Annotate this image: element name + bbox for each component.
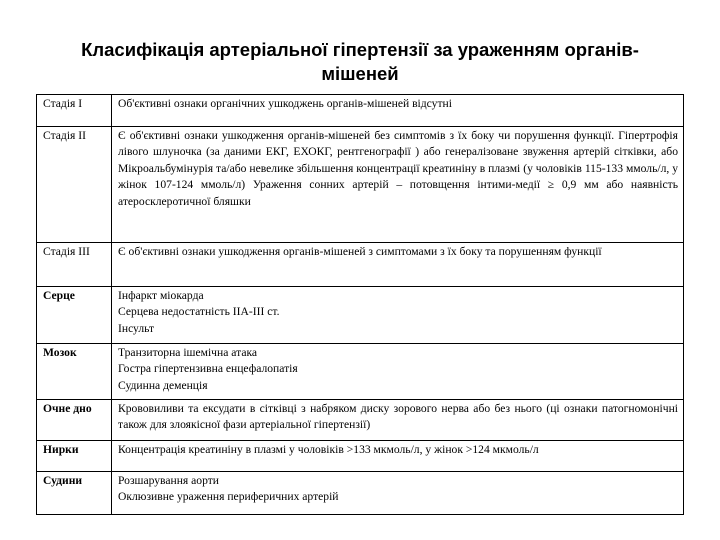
row-label: Очне дно	[37, 400, 112, 441]
table-row	[37, 472, 684, 515]
row-description	[112, 127, 684, 243]
row-description	[112, 243, 684, 287]
description-line: Є об'єктивні ознаки ушкодження органів-мішеней без симптомів з їх боку чи порушення функції. Гіпертрофія лівого шлуночка (за даними ЕКГ, ЕХОКГ, рентгенографії ) або генералізоване звуження артерій сітківки, або Мікроальбумінурія та/або невелике збільшення концентрації креатиніну в плазмі (у чоловіків 115-133 ммоль/л, у жінок 107-124 ммоль/л) Ураження сонних артерій – потовщення інтими-медії ≥ 0,9 мм або наявність атеросклеротичної бляшки	[118, 129, 678, 208]
row-description	[112, 400, 684, 441]
description-line: Розшарування аорти	[118, 474, 220, 487]
row-label: Мозок	[37, 344, 112, 400]
page-title: Класифікація артеріальної гіпертензії за ураженням органів-мішеней	[81, 39, 639, 84]
row-description	[112, 95, 684, 127]
description-line: Інфаркт міокарда	[118, 289, 204, 302]
row-label: Стадія II	[37, 127, 112, 243]
description-line: Крововиливи та ексудати в сітківці з набряком диску зорового нерва або без нього (ці ознаки патогномонічні також для злоякісної фази артеріальної гіпертензії)	[118, 402, 678, 432]
description-line: Гостра гіпертензивна енцефалопатія	[118, 362, 298, 376]
description-line: Серцева недостатність IIA-III ст.	[118, 305, 280, 319]
description-line: Є об'єктивні ознаки ушкодження органів-мішеней з симптомами з їх боку та порушенням функції	[118, 245, 602, 258]
description-line: Транзиторна ішемічна атака	[118, 346, 258, 359]
table-row	[37, 400, 684, 441]
row-description	[112, 441, 684, 472]
table-row	[37, 243, 684, 287]
description-line: Інсульт	[118, 321, 155, 335]
row-description	[112, 344, 684, 400]
row-label: Нирки	[37, 441, 112, 472]
row-label: Стадія III	[37, 243, 112, 287]
row-label: Стадія I	[37, 95, 112, 127]
row-label: Серце	[37, 287, 112, 344]
description-line: Концентрація креатиніну в плазмі у чоловіків >133 мкмоль/л, у жінок >124 мкмоль/л	[118, 443, 539, 456]
table-row	[37, 441, 684, 472]
classification-table	[36, 94, 684, 515]
row-description	[112, 287, 684, 344]
row-description	[112, 472, 684, 515]
description-line: Об'єктивні ознаки органічних ушкоджень органів-мішеней відсутні	[118, 97, 452, 110]
table-row	[37, 127, 684, 243]
table-row	[37, 95, 684, 127]
description-line: Судинна деменція	[118, 378, 208, 392]
table-row	[37, 344, 684, 400]
row-label: Судини	[37, 472, 112, 515]
table-row	[37, 287, 684, 344]
description-line: Оклюзивне ураження периферичних артерій	[118, 490, 339, 504]
